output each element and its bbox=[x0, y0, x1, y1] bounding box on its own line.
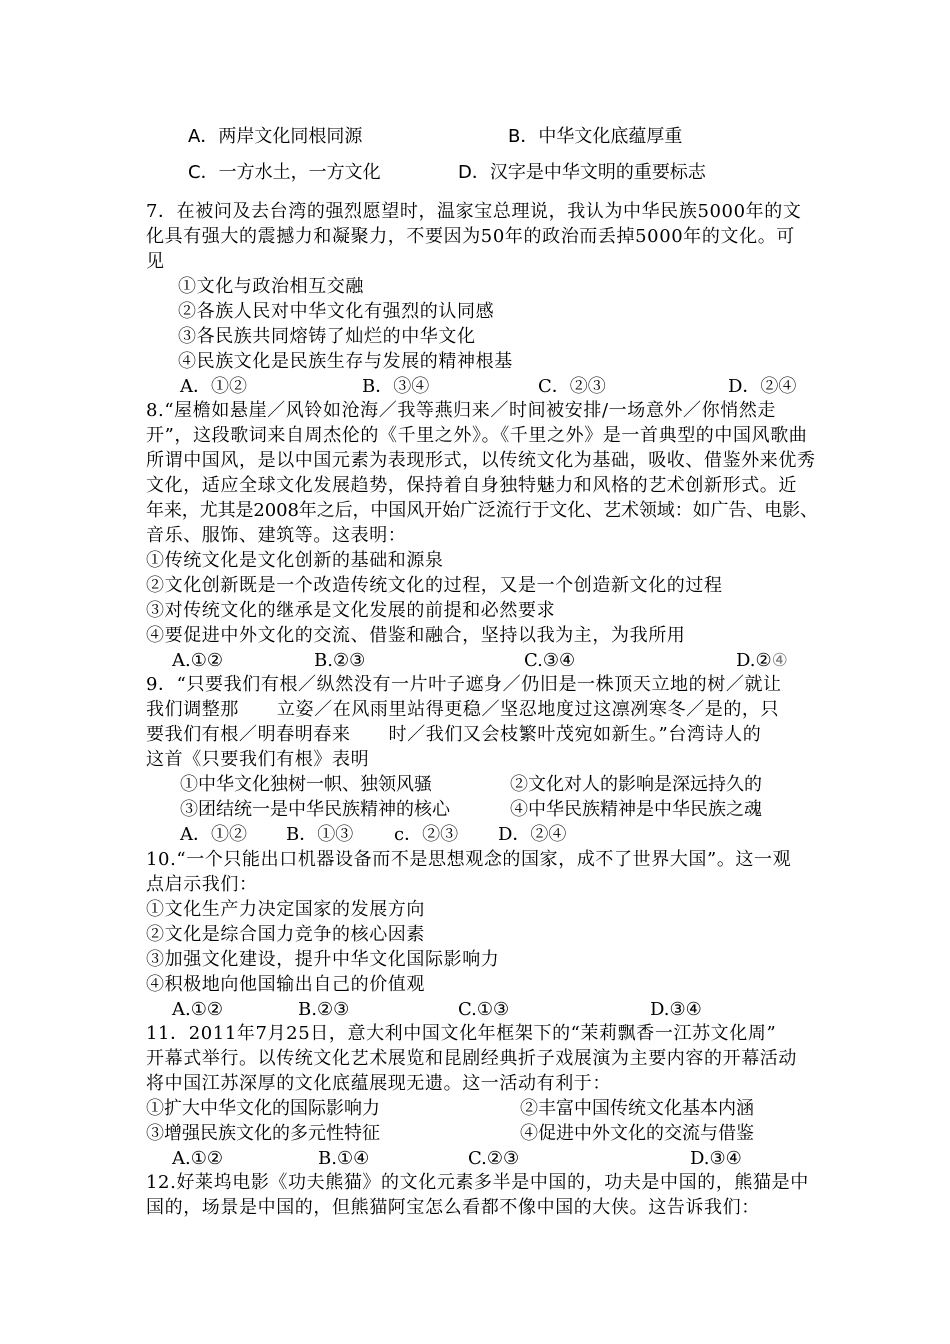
q9-option-d: D．②④ bbox=[498, 824, 567, 845]
q8-item: ④要促进中外文化的交流、借鉴和融合，坚持以我为主，为我所用 bbox=[146, 625, 686, 646]
q7-item: ③各民族共同熔铸了灿烂的中华文化 bbox=[178, 326, 476, 347]
q9-item: ②文化对人的影响是深远持久的 bbox=[510, 774, 762, 795]
q11-option-a: A.①② bbox=[172, 1148, 223, 1169]
q10-item: ③加强文化建设，提升中华文化国际影响力 bbox=[146, 949, 500, 970]
q8-option-a: A.①② bbox=[172, 650, 223, 671]
q8-stem-line: 年来，尤其是2008年之后，中国风开始广泛流行于文化、艺术领域：如广告、电影、 bbox=[146, 500, 818, 521]
q9-option-b: B．①③ bbox=[286, 824, 354, 845]
q10-option-c: C.①③ bbox=[458, 999, 510, 1020]
q11-item: ①扩大中华文化的国际影响力 bbox=[146, 1098, 380, 1119]
q7-option-d: D．②④ bbox=[728, 376, 797, 397]
q7-item: ①文化与政治相互交融 bbox=[178, 276, 364, 297]
q7-option-c: C．②③ bbox=[538, 376, 606, 397]
q8-option-b: B.②③ bbox=[314, 650, 366, 671]
q11-stem-line: 11．2011年7月25日，意大利中国文化年框架下的“茉莉飘香一江苏文化周” bbox=[146, 1023, 777, 1044]
q7-option-b: B．③④ bbox=[362, 376, 430, 397]
q9-option-c: c．②③ bbox=[394, 824, 459, 845]
q8-stem-line: 开”，这段歌词来自周杰伦的《千里之外》。《千里之外》是一首典型的中国风歌曲 bbox=[146, 425, 808, 446]
q8-option-c: C.③④ bbox=[524, 650, 576, 671]
q10-stem-line: 点启示我们： bbox=[146, 874, 258, 895]
q10-item: ①文化生产力决定国家的发展方向 bbox=[146, 899, 425, 920]
q10-item: ②文化是综合国力竞争的核心因素 bbox=[146, 924, 425, 945]
q11-option-b: B.①④ bbox=[318, 1148, 370, 1169]
q8-option-d-text: D.② bbox=[736, 650, 772, 671]
q9-stem-line: 这首《只要我们有根》表明 bbox=[146, 749, 370, 770]
q8-stem-line: 8.“屋檐如悬崖／风铃如沧海／我等燕归来／时间被安排/一场意外／你悄然走 bbox=[146, 400, 777, 421]
q8-stem-line: 文化，适应全球文化发展趋势，保持着自身独特魅力和风格的艺术创新形式。近 bbox=[146, 475, 797, 496]
q12-stem-line: 国的，场景是中国的，但熊猫阿宝怎么看都不像中国的大侠。这告诉我们： bbox=[146, 1197, 760, 1218]
q7-option-a: A．①② bbox=[180, 376, 247, 397]
q11-option-c: C.②③ bbox=[468, 1148, 520, 1169]
q8-option-d bbox=[736, 649, 788, 673]
q10-option-d: D.③④ bbox=[650, 999, 702, 1020]
q11-item: ④促进中外文化的交流与借鉴 bbox=[520, 1123, 754, 1144]
q9-stem-line: 要我们有根／明春明春来 时／我们又会枝繁叶茂宛如新生。”台湾诗人的 bbox=[146, 724, 762, 745]
q9-item: ③团结统一是中华民族精神的核心 bbox=[180, 799, 450, 820]
q10-option-a: A.①② bbox=[172, 999, 223, 1020]
option-c: C．一方水土，一方文化 bbox=[188, 162, 381, 183]
q8-stem-line: 音乐、服饰、建筑等。这表明： bbox=[146, 525, 407, 546]
q8-item: ②文化创新既是一个改造传统文化的过程，又是一个创造新文化的过程 bbox=[146, 575, 723, 596]
q10-stem-line: 10.“一个只能出口机器设备而不是思想观念的国家，成不了世界大国”。这一观 bbox=[146, 849, 792, 870]
q8-item: ①传统文化是文化创新的基础和源泉 bbox=[146, 550, 444, 571]
q8-item: ③对传统文化的继承是文化发展的前提和必然要求 bbox=[146, 600, 556, 621]
q11-stem-line: 将中国江苏深厚的文化底蕴展现无遗。这一活动有利于： bbox=[146, 1073, 611, 1094]
q7-stem-line: 7．在被问及去台湾的强烈愿望时，温家宝总理说，我认为中华民族5000年的文 bbox=[146, 201, 802, 222]
q8-stem-line: 所谓中国风，是以中国元素为表现形式，以传统文化为基础，吸收、借鉴外来优秀 bbox=[146, 450, 816, 471]
option-b: B．中华文化底蕴厚重 bbox=[508, 126, 683, 147]
q7-item: ④民族文化是民族生存与发展的精神根基 bbox=[178, 351, 513, 372]
q7-stem-line: 化具有强大的震撼力和凝聚力，不要因为50年的政治而丢掉5000年的文化。可 bbox=[146, 226, 795, 247]
q11-item: ②丰富中国传统文化基本内涵 bbox=[520, 1098, 754, 1119]
q7-item: ②各族人民对中华文化有强烈的认同感 bbox=[178, 301, 495, 322]
q9-item: ①中华文化独树一帜、独领风骚 bbox=[180, 774, 432, 795]
q12-stem-line: 12.好莱坞电影《功夫熊猫》的文化元素多半是中国的，功夫是中国的，熊猫是中 bbox=[146, 1172, 809, 1193]
q9-stem-line: 9．“只要我们有根／纵然没有一片叶子遮身／仍旧是一株顶天立地的树／就让 bbox=[146, 674, 782, 695]
q11-option-d: D.③④ bbox=[690, 1148, 742, 1169]
option-a: A．两岸文化同根同源 bbox=[188, 126, 363, 147]
q10-item: ④积极地向他国输出自己的价值观 bbox=[146, 974, 425, 995]
q11-stem-line: 开幕式举行。以传统文化艺术展览和昆剧经典折子戏展演为主要内容的开幕活动 bbox=[146, 1048, 797, 1069]
q11-item: ③增强民族文化的多元性特征 bbox=[146, 1123, 380, 1144]
q9-stem-line: 我们调整那 立姿／在风雨里站得更稳／坚忍地度过这凛冽寒冬／是的，只 bbox=[146, 699, 780, 720]
q9-option-a: A．①② bbox=[180, 824, 247, 845]
q10-option-b: B.②③ bbox=[298, 999, 350, 1020]
q8-option-d-text-grey: ④ bbox=[771, 650, 788, 671]
option-d: D．汉字是中华文明的重要标志 bbox=[458, 162, 706, 183]
q7-stem-line: 见 bbox=[146, 251, 165, 272]
q9-item: ④中华民族精神是中华民族之魂 bbox=[510, 799, 762, 820]
